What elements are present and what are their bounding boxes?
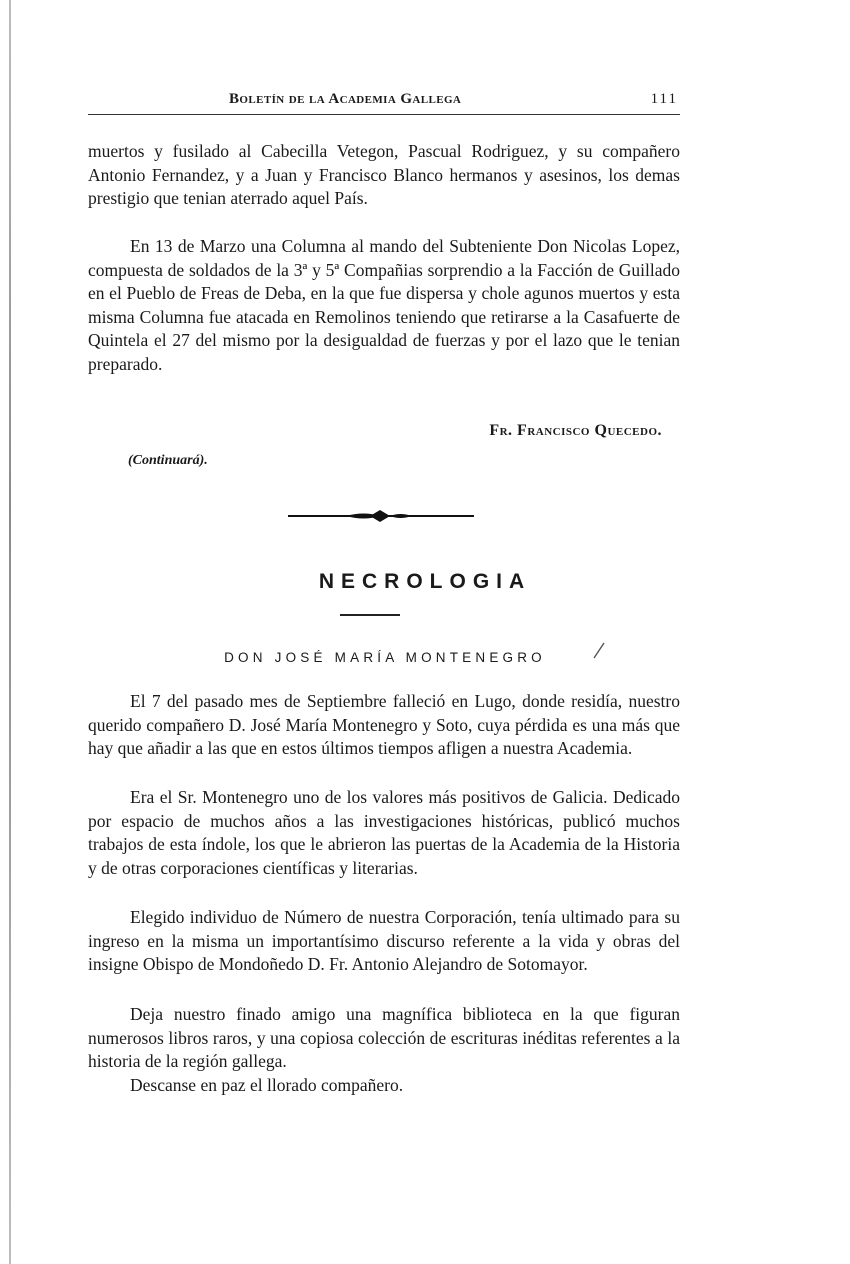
continuation-paragraph-2: En 13 de Marzo una Columna al mando del Subteniente Don Nicolas Lopez, compuesta de soldados de la 3ª y 5ª Compañias sorprendio a la Facción de Guillado en el Pueblo de Freas de Deba, en la que fue dispersa y chole agunos muertos y esta misma Columna fue atacada en Remolinos teniendo que retirarse a la Casafuerte de Quintela el 27 del mismo por la desigualdad de fuerzas y por el lazo que le tenian preparado. xyxy=(88,236,680,374)
continuation-paragraph-1: muertos y fusilado al Cabecilla Vetegon, Pascual Rodriguez, y su compañero Antonio Fernandez, y a Juan y Francisco Blanco hermanos y asesinos, los demas prestigio que tenian aterrado aquel País. xyxy=(88,141,680,209)
section-title: NECROLOGIA xyxy=(318,570,532,593)
obituary-paragraph-5: Descanse en paz el llorado compañero. xyxy=(130,1075,404,1095)
page-left-edge xyxy=(9,0,11,1264)
title-underline xyxy=(340,614,400,616)
page-number: 111 xyxy=(650,91,678,107)
author-signature: Fr. Francisco Quecedo. xyxy=(489,422,662,439)
ornament-divider-icon xyxy=(288,508,474,524)
obituary-subheading: DON JOSÉ MARÍA MONTENEGRO xyxy=(224,650,546,665)
pencil-mark-icon xyxy=(592,640,606,660)
running-header xyxy=(88,88,680,115)
continues-note: (Continuará). xyxy=(128,453,208,468)
obituary-paragraph-1: El 7 del pasado mes de Septiembre falleció en Lugo, donde residía, nuestro querido compañero D. José María Montenegro y Soto, cuya pérdida es una más que hay que añadir a las que en estos últimos tiempos afligen a nuestra Academia. xyxy=(88,691,680,759)
journal-title: Boletín de la Academia Gallega xyxy=(229,91,462,107)
obituary-paragraph-4: Deja nuestro finado amigo una magnífica biblioteca en la que figuran numerosos libros raros, y una copiosa colección de escrituras inéditas referentes a la historia de la región gallega. xyxy=(88,1004,680,1072)
obituary-paragraph-3: Elegido individuo de Número de nuestra Corporación, tenía ultimado para su ingreso en la misma un importantísimo discurso referente a la vida y obras del insigne Obispo de Mondoñedo D. Fr. Antonio Alejandro de Sotomayor. xyxy=(88,907,680,975)
obituary-paragraph-2: Era el Sr. Montenegro uno de los valores más positivos de Galicia. Dedicado por espacio de muchos años a las investigaciones históricas, publicó muchos trabajos de esta índole, los que le abrieron las puertas de la Academia de la Historia y de otras corporaciones científicas y literarias. xyxy=(88,787,680,878)
